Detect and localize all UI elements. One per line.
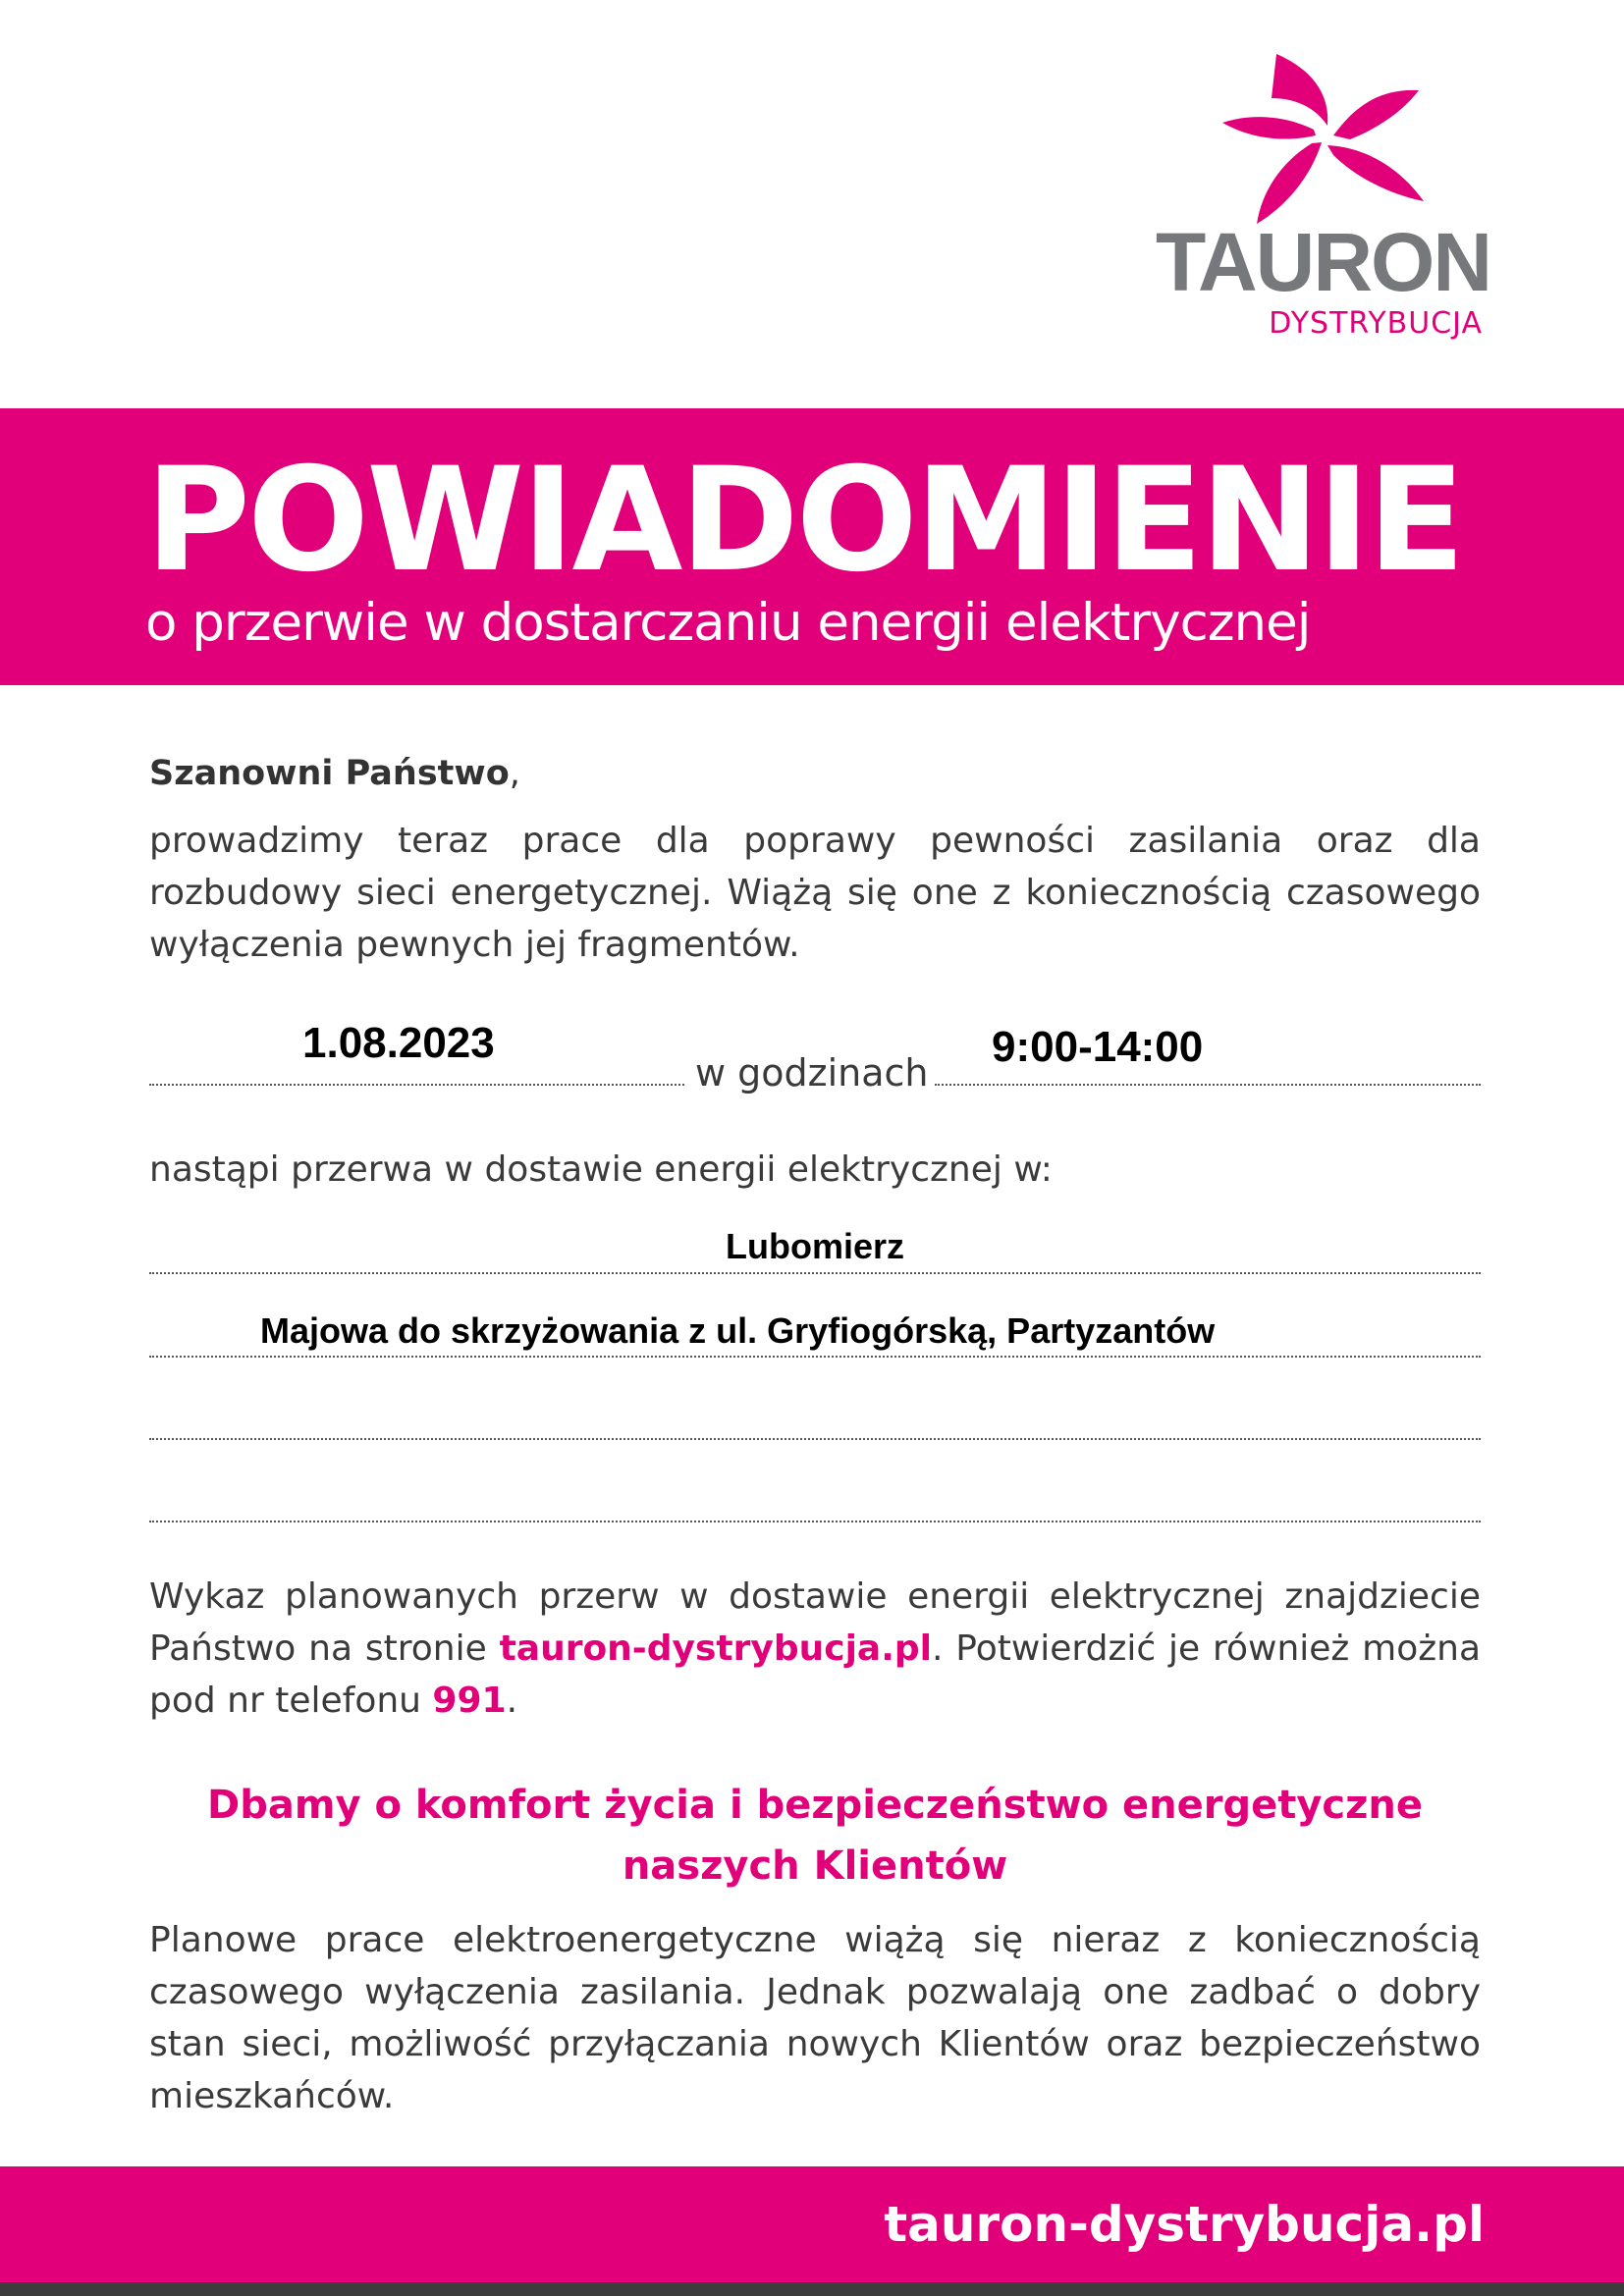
- dotted-line-4: [149, 1521, 1481, 1522]
- page-subtitle: o przerwie w dostarczaniu energii elektrycznej: [145, 593, 1311, 653]
- info-text-1: Wykaz planowanych przerw w dostawie energii elektrycznej znajdziecie Państwo na stronie: [149, 1576, 1481, 1669]
- greeting-name: Szanowni Państwo: [149, 754, 510, 793]
- comfort-heading-line-1: Dbamy o komfort życia i bezpieczeństwo energetyczne: [206, 1783, 1423, 1828]
- hours-value: 9:00-14:00: [992, 1023, 1204, 1071]
- location-line-2: Majowa do skrzyżowania z ul. Gryfiogórską, Partyzantów: [260, 1310, 1216, 1351]
- info-text-2: . Potwierdzić je również można pod nr telefonu: [149, 1629, 1482, 1721]
- comfort-heading: [149, 1775, 1481, 1896]
- dotted-line-1: [149, 1272, 1481, 1274]
- brand-wordmark: TAURON: [1155, 216, 1490, 308]
- footer-strip: [0, 2282, 1624, 2296]
- greeting: [149, 748, 520, 799]
- location-line-1: Lubomierz: [725, 1226, 904, 1266]
- dotted-line-3: [149, 1438, 1481, 1440]
- closing-paragraph: Planowe prace elektroenergetyczne wiążą się nieraz z koniecznością czasowego wyłączenia zasilania. Jednak pozwalają one zadbać o dobry stan sieci, możliwość przyłączania nowych Klientów oraz bezpieczeństwo mieszkańców.: [149, 1920, 1481, 2116]
- date-line: [149, 1084, 684, 1086]
- intro-paragraph: prowadzimy teraz prace dla poprawy pewności zasilania oraz dla rozbudowy sieci energetycznej. Wiążą się one z koniecznością czasowego wyłączenia pewnych jej fragmentów.: [149, 821, 1481, 965]
- date-value: 1.08.2023: [302, 1019, 495, 1067]
- tauron-swirl-icon: [1218, 49, 1443, 231]
- phone-number: 991: [432, 1681, 507, 1721]
- hours-line: [935, 1084, 1481, 1086]
- page-title: POWIADOMIENIE: [145, 437, 1463, 604]
- brand-division: DYSTRYBUCJA: [1269, 306, 1483, 341]
- footer-url[interactable]: tauron-dystrybucja.pl: [884, 2196, 1485, 2253]
- outage-intro: nastąpi przerwa w dostawie energii elektrycznej w:: [149, 1149, 1053, 1190]
- comfort-heading-line-2: naszych Klientów: [622, 1843, 1008, 1889]
- dotted-line-2: [149, 1356, 1481, 1358]
- info-text-3: .: [506, 1681, 518, 1721]
- info-paragraph: [149, 1571, 1481, 1727]
- website-link[interactable]: tauron-dystrybucja.pl: [499, 1629, 932, 1669]
- greeting-punct: ,: [509, 754, 520, 793]
- hours-label: w godzinach: [695, 1051, 929, 1095]
